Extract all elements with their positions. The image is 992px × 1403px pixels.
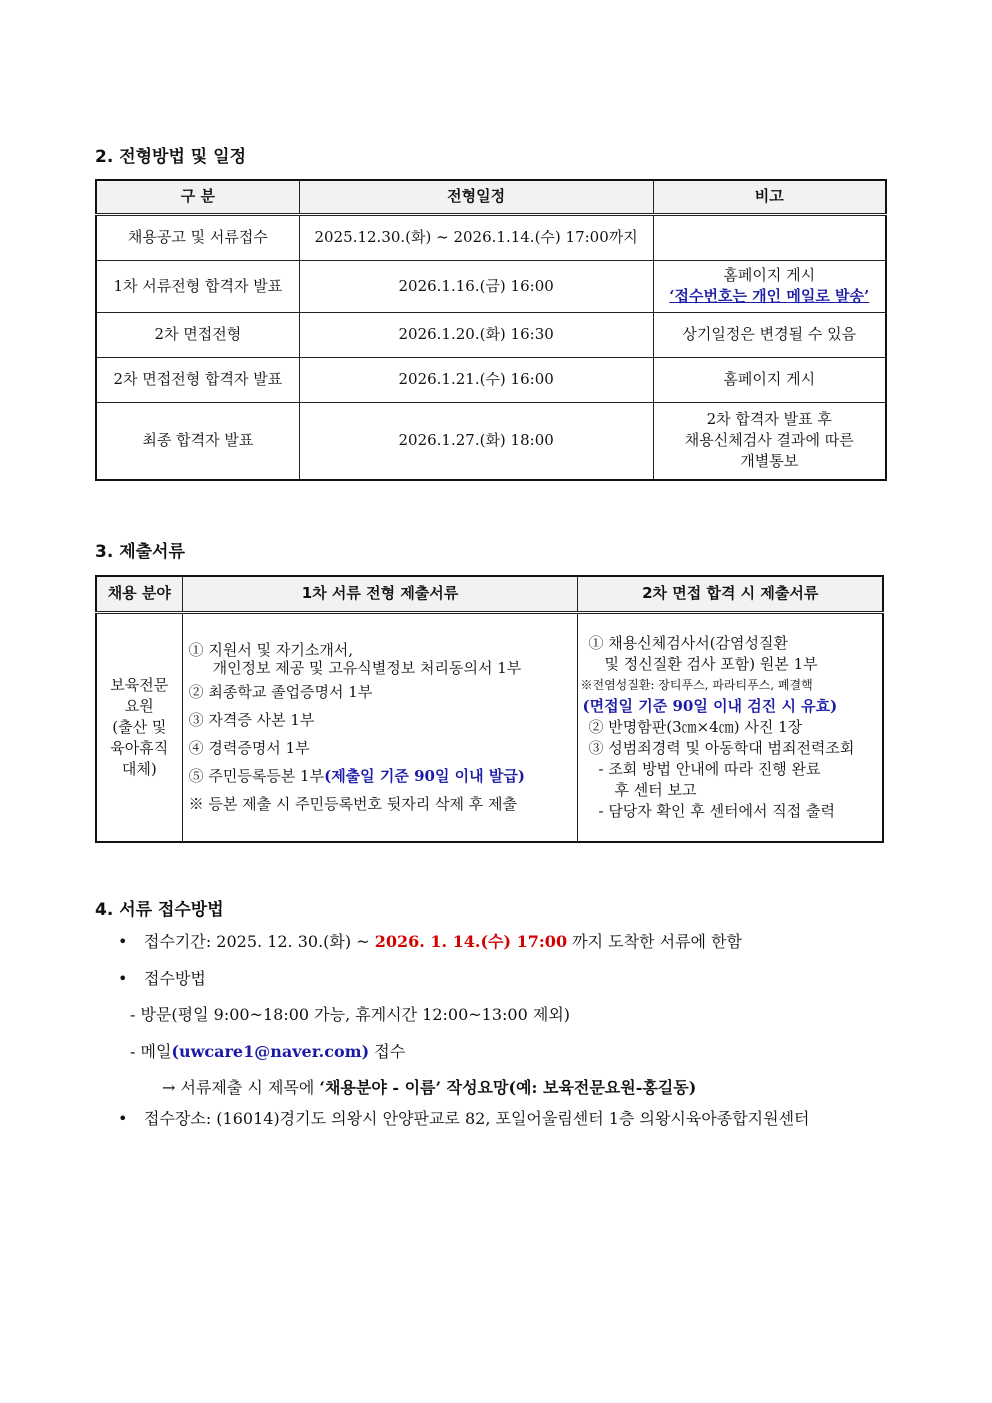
- col-header-schedule: 전형일정: [299, 180, 653, 214]
- doc-note: ※ 등본 제출 시 주민등록번호 뒷자리 삭제 후 제출: [188, 795, 518, 814]
- field-line: 육아휴직: [110, 738, 169, 757]
- bullet: •: [118, 969, 128, 988]
- note-cell: [653, 260, 886, 312]
- date-cell: 2025.12.30.(화) ~ 2026.1.14.(수) 17:00까지: [299, 214, 653, 260]
- date-cell: 2026.1.21.(수) 16:00: [299, 357, 653, 402]
- field-line: (출산 및: [112, 717, 167, 736]
- doc-item: 후 센터 보고: [614, 780, 697, 799]
- list-item: - 방문(평일 9:00~18:00 가능, 휴게시간 12:00~13:00 제외): [130, 1005, 571, 1024]
- title-format: ‘채용분야 - 이름’ 작성요망(예: 보육전문요원-홍길동): [319, 1078, 697, 1097]
- col-header-first-docs: 1차 서류 전형 제출서류: [182, 576, 578, 612]
- doc-item: ④ 경력증명서 1부: [188, 739, 310, 758]
- doc-item: 및 정신질환 검사 포함) 원본 1부: [604, 654, 818, 673]
- table-row: [96, 402, 886, 480]
- stage-cell: 1차 서류전형 합격자 발표: [96, 260, 299, 312]
- note-line: 홈페이지 게시: [723, 266, 816, 284]
- table-row: [96, 612, 883, 842]
- table-row: [96, 260, 886, 312]
- stage-cell: 2차 면접전형: [96, 312, 299, 357]
- doc-item: ③ 성범죄경력 및 아동학대 범죄전력조회: [588, 738, 855, 757]
- doc-item: ① 채용신체검사서(감염성질환: [588, 633, 788, 652]
- table-row: [96, 214, 886, 260]
- table-row: [96, 312, 886, 357]
- date-cell: 2026.1.16.(금) 16:00: [299, 260, 653, 312]
- note-cell: 상기일정은 변경될 수 있음: [653, 312, 886, 357]
- list-item: [162, 1075, 696, 1098]
- period-text: 접수기간: 2025. 12. 30.(화) ~: [144, 932, 375, 951]
- mail-text: 접수: [369, 1042, 406, 1061]
- method-text: 접수방법: [144, 969, 206, 988]
- note-highlight: ‘접수번호는 개인 메일로 발송’: [669, 287, 870, 305]
- note-cell: [653, 402, 886, 480]
- period-text: 까지 도착한 서류에 한함: [567, 932, 742, 951]
- col-header-second-docs: 2차 면접 합격 시 제출서류: [578, 576, 883, 612]
- note-line: 개별통보: [740, 452, 799, 471]
- col-header-stage: 구 분: [96, 180, 299, 214]
- field-line: 요원: [124, 696, 154, 715]
- note-line: 2차 합격자 발표 후: [706, 410, 832, 429]
- doc-item: - 조회 방법 안내에 따라 진행 완료: [598, 759, 821, 778]
- schedule-table: [95, 179, 887, 481]
- bullet: •: [118, 932, 128, 951]
- arrow-text: → 서류제출 시 제목에: [162, 1078, 320, 1097]
- mail-text: - 메일: [130, 1042, 172, 1061]
- list-item: [130, 1039, 405, 1062]
- doc-item: ② 최종학교 졸업증명서 1부: [188, 683, 373, 702]
- email-address: (uwcare1@naver.com): [171, 1042, 370, 1061]
- col-header-field: 채용 분야: [96, 576, 182, 612]
- section-3-title: 3. 제출서류: [95, 542, 185, 562]
- doc-item: ① 지원서 및 자기소개서,: [188, 641, 354, 660]
- table-row: [96, 357, 886, 402]
- doc-item: [189, 762, 572, 790]
- doc-item: - 담당자 확인 후 센터에서 직접 출력: [598, 801, 836, 820]
- col-header-note: 비고: [653, 180, 886, 214]
- section-4-title: 4. 서류 접수방법: [95, 900, 224, 920]
- doc-highlight: (면접일 기준 90일 이내 검진 시 유효): [582, 696, 838, 715]
- section-2-title: 2. 전형방법 및 일정: [95, 147, 246, 167]
- list-item: [118, 929, 742, 952]
- doc-item-highlight: (제출일 기준 90일 이내 발급): [324, 767, 525, 786]
- stage-cell: 최종 합격자 발표: [96, 402, 299, 480]
- note-cell: 홈페이지 게시: [653, 357, 886, 402]
- doc-item: ③ 자격증 사본 1부: [188, 711, 315, 730]
- doc-item-text: ⑤ 주민등록등본 1부: [188, 767, 325, 786]
- documents-table: [95, 575, 884, 843]
- bullet: •: [118, 1109, 128, 1128]
- field-line: 대체): [121, 759, 157, 778]
- doc-item: ② 반명함판(3㎝×4㎝) 사진 1장: [588, 717, 803, 736]
- doc-note: ※전염성질환: 장티푸스, 파라티푸스, 폐결핵: [580, 677, 813, 692]
- list-item: [118, 966, 206, 989]
- list-item: [118, 1106, 810, 1129]
- stage-cell: 2차 면접전형 합격자 발표: [96, 357, 299, 402]
- field-cell: [96, 612, 182, 842]
- doc-item: 개인정보 제공 및 고유식별정보 처리동의서 1부: [212, 659, 522, 678]
- place-text: 접수장소: (16014)경기도 의왕시 안양판교로 82, 포일어울림센터 1층 의왕시육아종합지원센터: [144, 1109, 810, 1128]
- second-docs-cell: [578, 612, 883, 842]
- date-cell: 2026.1.27.(화) 18:00: [299, 402, 653, 480]
- date-cell: 2026.1.20.(화) 16:30: [299, 312, 653, 357]
- stage-cell: 채용공고 및 서류접수: [96, 214, 299, 260]
- field-line: 보육전문: [110, 675, 169, 694]
- first-docs-cell: [182, 612, 578, 842]
- note-line: 채용신체검사 결과에 따른: [684, 431, 854, 450]
- deadline-highlight: 2026. 1. 14.(수) 17:00: [374, 932, 568, 951]
- note-cell: [653, 214, 886, 260]
